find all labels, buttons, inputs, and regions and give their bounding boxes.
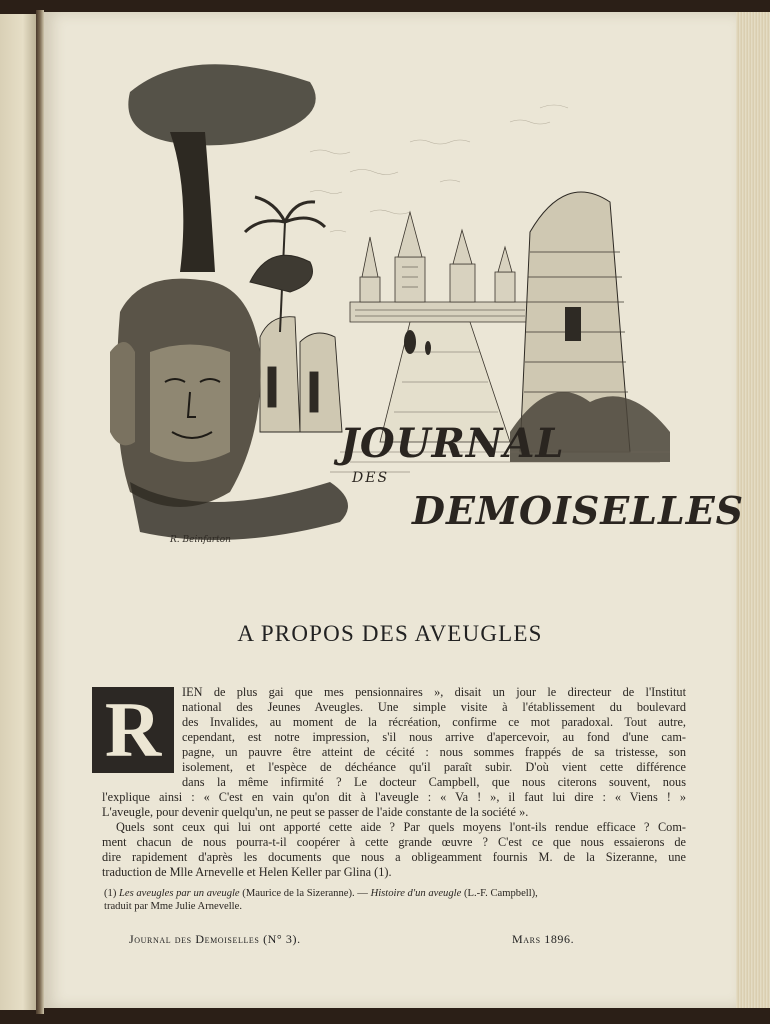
body-line-2: national des Jeunes Aveugles. Une simple visite à l'établissement du boulevard (182, 700, 686, 714)
body-line-6: isolement, et l'espèce de déchéance qu'il paraît subir. D'où vient cette différence (182, 760, 686, 774)
footnote-title-1: Les aveugles par un aveugle (119, 888, 240, 899)
tree-and-stone-face (110, 64, 348, 540)
sky-hatching (310, 105, 568, 232)
running-footer-date: Mars 1896. (512, 932, 575, 946)
book-gutter (36, 10, 44, 1014)
magazine-page (44, 12, 745, 1008)
ornamental-dropcap (92, 687, 174, 773)
footnote-author-2: (L.-F. Campbell), (463, 888, 538, 899)
body-line-9: L'aveugle, pour devenir quelqu'un, ne peut se passer de l'aide constante de la société ». (102, 805, 529, 819)
body-line-8: l'explique ainsi : « C'est en vain qu'on dit à l'aveugle : « Va ! », il faut lui dire : « Viens ! » (102, 790, 686, 804)
masthead-demoiselles: DEMOISELLES (412, 488, 745, 533)
angkor-wat-temple (350, 212, 530, 322)
footnote-author-1: (Maurice de la Sizeranne). — (242, 888, 368, 899)
dropcap-letter: R (104, 686, 162, 773)
body-line-1: IEN de plus gai que mes pensionnaires », disait un jour le directeur de l'Institut (182, 685, 686, 699)
footnote-line-1 (104, 887, 684, 900)
body-line-13: traduction de Mlle Arnevelle et Helen Keller par Glina (1). (102, 865, 392, 879)
left-page-edge (0, 14, 38, 1010)
body-line-7: dans la même infirmité ? Le docteur Campbell, que nous citerons souvent, nous (182, 775, 686, 789)
masthead-journal: JOURNAL (340, 420, 565, 467)
body-line-10: Quels sont ceux qui lui ont apporté cette aide ? Par quels moyens l'ont-ils rendue efficace ? Com- (116, 820, 686, 834)
engraver-signature: R. Beinfarton (170, 535, 231, 545)
article-title: A PROPOS DES AVEUGLES (237, 621, 543, 646)
temple-ruins-left (260, 317, 342, 432)
body-line-3: des Invalides, au moment de la récréation, confirme ce mot paradoxal. Tout autre, (182, 715, 686, 729)
masthead-des: DES (352, 470, 390, 486)
palm-trees (245, 197, 325, 332)
footnote-title-2: Histoire d'un aveugle (370, 888, 462, 899)
body-line-4: cependant, est notre impression, s'il nous arrive d'apercevoir, au fond d'une cam- (182, 730, 686, 744)
footnote-number: (1) (104, 888, 117, 899)
body-line-12: dire rapidement d'après les documents que nous a obligeamment fournis M. de la Sizeranne, une (102, 850, 686, 864)
footnote (104, 887, 684, 913)
footnote-line-2: traduit par Mme Julie Arnevelle. (104, 901, 242, 912)
masthead-logo (340, 420, 745, 550)
body-line-5: pagne, un pauvre être atteint de cécité : nous sommes frappés de sa tristesse, son (182, 745, 686, 759)
body-line-11: ment chacun de nous pourra-t-il coopérer à cette grande œuvre ? C'est ce que nous essaierons de (102, 835, 686, 849)
running-footer-journal: Journal des Demoiselles (N° 3). (129, 932, 301, 946)
